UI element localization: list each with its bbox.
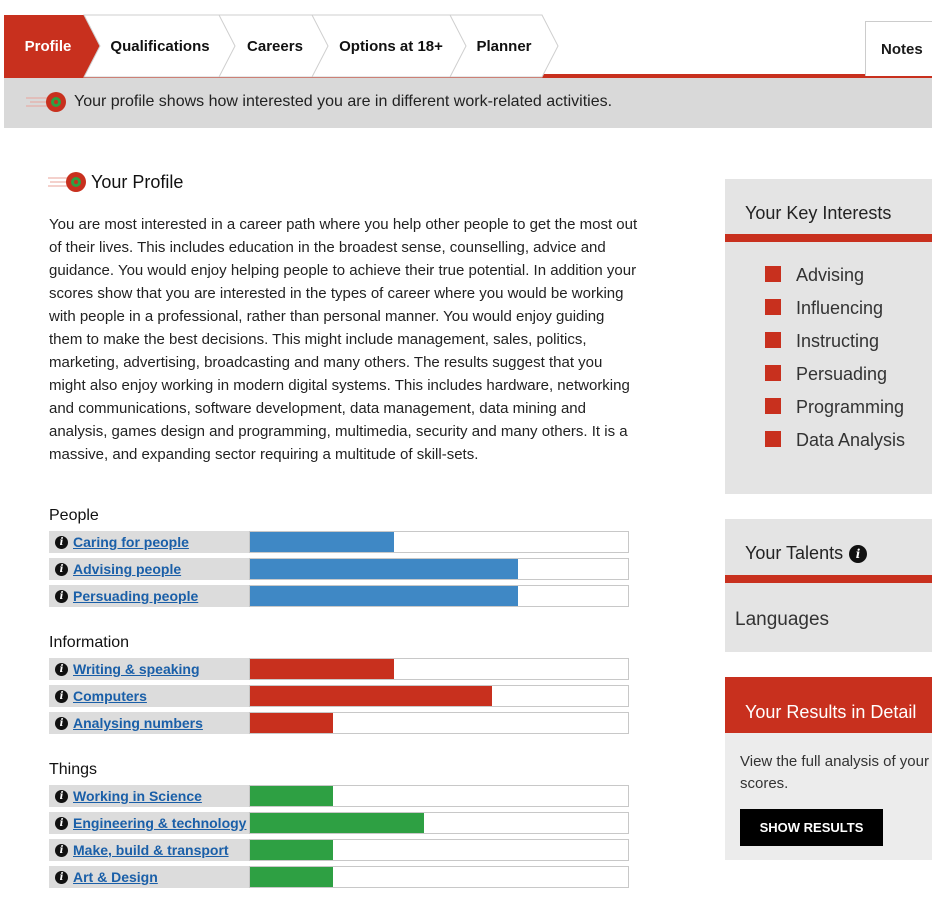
score-label-cell — [49, 712, 249, 734]
score-link[interactable]: Art & Design — [73, 869, 158, 885]
panel-divider — [725, 234, 932, 242]
info-icon[interactable]: i — [55, 844, 68, 857]
score-bar-fill — [250, 786, 333, 806]
key-interest-item — [765, 364, 932, 388]
key-interests-title: Your Key Interests — [745, 203, 892, 223]
key-interest-label: Data Analysis — [796, 430, 906, 450]
key-interest-item — [765, 265, 932, 289]
tab-label: Qualifications — [110, 37, 210, 55]
score-link[interactable]: Writing & speaking — [73, 661, 200, 677]
key-interest-item — [765, 331, 932, 355]
score-link[interactable]: Engineering & technology — [73, 815, 247, 831]
tab-options-18[interactable] — [312, 15, 470, 77]
score-link[interactable]: Persuading people — [73, 588, 199, 604]
score-bar-fill — [250, 867, 333, 887]
group-title-things: Things — [49, 761, 98, 778]
score-label-cell — [49, 812, 249, 834]
score-bar-fill — [250, 586, 518, 606]
score-row — [49, 685, 629, 707]
key-interest-item — [765, 298, 932, 322]
key-interest-item — [765, 397, 932, 421]
score-row — [49, 558, 629, 580]
score-link[interactable]: Make, build & transport — [73, 842, 229, 858]
score-row — [49, 785, 629, 807]
score-row — [49, 712, 629, 734]
score-row — [49, 531, 629, 553]
tab-bar — [0, 0, 932, 80]
score-bar-fill — [250, 686, 492, 706]
talents-title-row — [745, 543, 867, 564]
score-label-cell — [49, 558, 249, 580]
target-dart-icon — [24, 90, 70, 114]
info-icon[interactable]: i — [55, 536, 68, 549]
square-bullet-icon — [765, 365, 781, 381]
score-bar-track — [249, 866, 629, 888]
info-icon[interactable]: i — [55, 817, 68, 830]
info-icon[interactable]: i — [55, 563, 68, 576]
score-label-cell — [49, 531, 249, 553]
profile-title: Your Profile — [91, 172, 184, 192]
square-bullet-icon — [765, 431, 781, 447]
score-row — [49, 585, 629, 607]
score-bar-fill — [250, 559, 518, 579]
score-row — [49, 866, 629, 888]
score-bar-track — [249, 785, 629, 807]
tab-qualifications[interactable] — [84, 15, 236, 77]
square-bullet-icon — [765, 398, 781, 414]
info-icon[interactable]: i — [849, 545, 867, 563]
show-results-button[interactable]: SHOW RESULTS — [740, 809, 883, 846]
score-link[interactable]: Caring for people — [73, 534, 189, 550]
group-title-information: Information — [49, 634, 130, 651]
key-interest-label: Advising — [796, 265, 865, 285]
score-row — [49, 812, 629, 834]
square-bullet-icon — [765, 266, 781, 282]
panel-divider — [725, 575, 932, 583]
info-icon[interactable]: i — [55, 663, 68, 676]
key-interest-label: Persuading — [796, 364, 888, 384]
notes-tab[interactable] — [865, 21, 932, 76]
square-bullet-icon — [765, 332, 781, 348]
score-label-cell — [49, 658, 249, 680]
score-bar-track — [249, 812, 629, 834]
key-interest-label: Influencing — [796, 298, 884, 318]
score-bar-track — [249, 712, 629, 734]
results-panel — [725, 677, 932, 860]
results-title: Your Results in Detail — [745, 702, 917, 722]
talents-panel — [725, 519, 932, 652]
key-interest-label: Programming — [796, 397, 905, 417]
score-row — [49, 658, 629, 680]
score-bar-fill — [250, 659, 394, 679]
key-interests-panel — [725, 179, 932, 494]
score-link[interactable]: Analysing numbers — [73, 715, 203, 731]
info-icon[interactable]: i — [55, 790, 68, 803]
info-icon[interactable]: i — [55, 871, 68, 884]
score-bar-track — [249, 658, 629, 680]
key-interest-item — [765, 430, 932, 454]
tab-label: Careers — [247, 37, 303, 55]
info-icon[interactable]: i — [55, 717, 68, 730]
tab-planner[interactable] — [450, 15, 558, 77]
score-bar-fill — [250, 840, 333, 860]
info-strip-text: Your profile shows how interested you are in different work-related activities. — [74, 93, 613, 110]
talents-title: Your Talents — [745, 543, 844, 563]
score-bar-track — [249, 839, 629, 861]
score-label-cell — [49, 839, 249, 861]
score-row — [49, 839, 629, 861]
info-icon[interactable]: i — [55, 690, 68, 703]
score-bar-track — [249, 585, 629, 607]
score-bar-track — [249, 558, 629, 580]
tab-label: Options at 18+ — [339, 37, 443, 55]
score-bar-track — [249, 531, 629, 553]
info-strip — [4, 78, 932, 128]
tab-label: Planner — [476, 37, 532, 55]
score-link[interactable]: Computers — [73, 688, 147, 704]
notes-label: Notes — [881, 40, 923, 58]
score-link[interactable]: Working in Science — [73, 788, 202, 804]
results-header — [725, 677, 932, 733]
score-link[interactable]: Advising people — [73, 561, 182, 577]
score-label-cell — [49, 685, 249, 707]
score-bar-fill — [250, 713, 333, 733]
tab-label: Profile — [24, 37, 72, 55]
score-bar-fill — [250, 813, 424, 833]
score-bar-track — [249, 685, 629, 707]
key-interest-label: Instructing — [796, 331, 880, 351]
talent-item: Languages — [735, 609, 830, 630]
score-label-cell — [49, 785, 249, 807]
square-bullet-icon — [765, 299, 781, 315]
profile-description: You are most interested in a career path where you help other people to get the most out of their lives. This includes education in the broadest sense, counselling, advice and guidance. You would enjoy helping people to achieve their true potential. In addition your scores show that you are interested in the types of career where you would be working with people in a professional, rather than personal manner. You would enjoy guiding them to make the best decisions. This might include management, sales, politics, marketing, advertising, broadcasting and many others. The results suggest that you might also enjoy working in modern digital systems. This includes hardware, networking and communications, software development, data management, data mining and analysis, games design and programming, multimedia, security and many others. It is a massive, and expanding sector requiring a multitude of skill-sets. — [49, 216, 638, 463]
info-icon[interactable]: i — [55, 590, 68, 603]
group-title-people: People — [49, 507, 99, 524]
score-bar-fill — [250, 532, 394, 552]
results-text: View the full analysis of your scores. — [740, 753, 929, 792]
score-label-cell — [49, 866, 249, 888]
score-label-cell — [49, 585, 249, 607]
target-dart-icon — [46, 170, 90, 194]
